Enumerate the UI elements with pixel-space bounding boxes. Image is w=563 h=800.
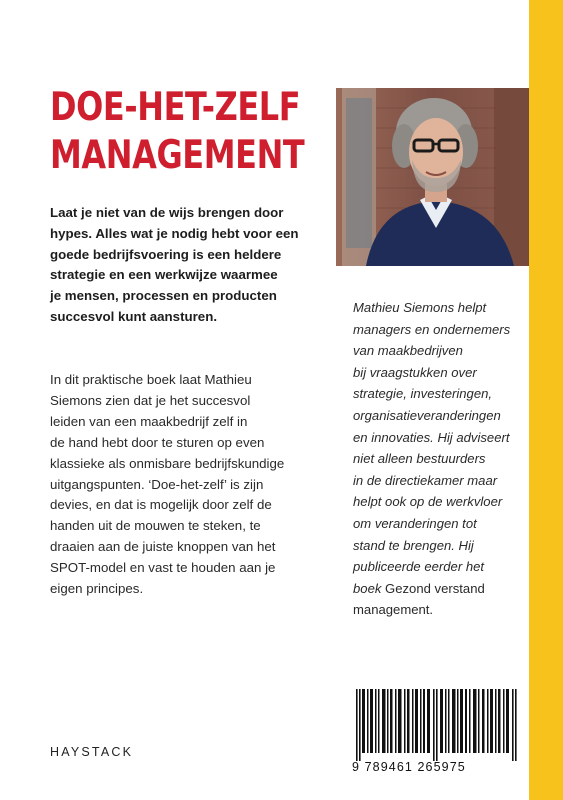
body-paragraph: [50, 370, 330, 600]
bio-last-line: management.: [353, 602, 434, 618]
bio-line: Mathieu Siemons helpt: [353, 300, 487, 315]
lead-line: hypes. Alles wat je nodig hebt voor een: [50, 225, 299, 241]
body-line: klassieke als onmisbare bedrijfskundige: [50, 455, 285, 471]
author-photo: [336, 88, 529, 266]
lead-line: je mensen, processen en producten: [50, 288, 277, 304]
bio-line: van maakbedrijven: [353, 343, 463, 359]
lead-line: succesvol kunt aansturen.: [50, 308, 218, 324]
bio-line: bij vraagstukken over: [353, 364, 477, 380]
bio-line: niet alleen bestuurders: [353, 451, 486, 467]
body-line: draaien aan de juiste knoppen van het: [50, 539, 276, 555]
author-bio: [353, 297, 529, 621]
barcode-icon: [356, 689, 520, 761]
isbn-number: 9 789461 265975: [352, 760, 466, 774]
bio-line: en innovaties. Hij adviseert: [353, 429, 510, 445]
bio-line: helpt ook op de werkvloer: [353, 494, 503, 510]
bio-line: organisatieveranderingen: [353, 407, 501, 423]
lead-paragraph: [50, 203, 330, 328]
lead-line: strategie en een werkwijze waarmee: [50, 267, 278, 283]
bio-book-prefix: boek: [353, 580, 382, 596]
title-line-2: MANAGEMENT: [50, 133, 305, 178]
book-title: [50, 84, 304, 180]
body-line: Siemons zien dat je het succesvol: [50, 392, 251, 408]
bio-line-book: [353, 578, 529, 600]
bio-line: stand te brengen. Hij: [353, 537, 474, 553]
body-line: devies, en dat is mogelijk door zelf de: [50, 497, 272, 513]
body-line: handen uit de mouwen te steken, te: [50, 518, 261, 534]
publisher-logo: HAYSTACK: [50, 745, 134, 759]
lead-line: goede bedrijfsvoering is een heldere: [50, 246, 282, 262]
author-portrait-icon: [336, 88, 529, 266]
spine-stripe: [529, 0, 563, 800]
body-line: eigen principes.: [50, 581, 144, 597]
bio-line: managers en ondernemers: [353, 321, 511, 337]
body-line: leiden van een maakbedrijf zelf in: [50, 413, 248, 429]
body-line: SPOT-model en vast te houden aan je: [50, 560, 276, 576]
bio-line: om veranderingen tot: [353, 515, 477, 531]
lead-line: Laat je niet van de wijs brengen door: [50, 205, 284, 220]
title-line-1: DOE-HET-ZELF: [50, 85, 301, 130]
bio-book-title: Gezond verstand: [385, 580, 485, 596]
body-line: uitgangspunten. ‘Doe-het-zelf’ is zijn: [50, 476, 264, 492]
body-line: In dit praktische boek laat Mathieu: [50, 372, 252, 387]
bio-line: strategie, investeringen,: [353, 386, 493, 402]
body-line: de hand hebt door te sturen op even: [50, 434, 265, 450]
bio-line: in de directiekamer maar: [353, 472, 498, 488]
bio-line: publiceerde eerder het: [353, 559, 485, 575]
